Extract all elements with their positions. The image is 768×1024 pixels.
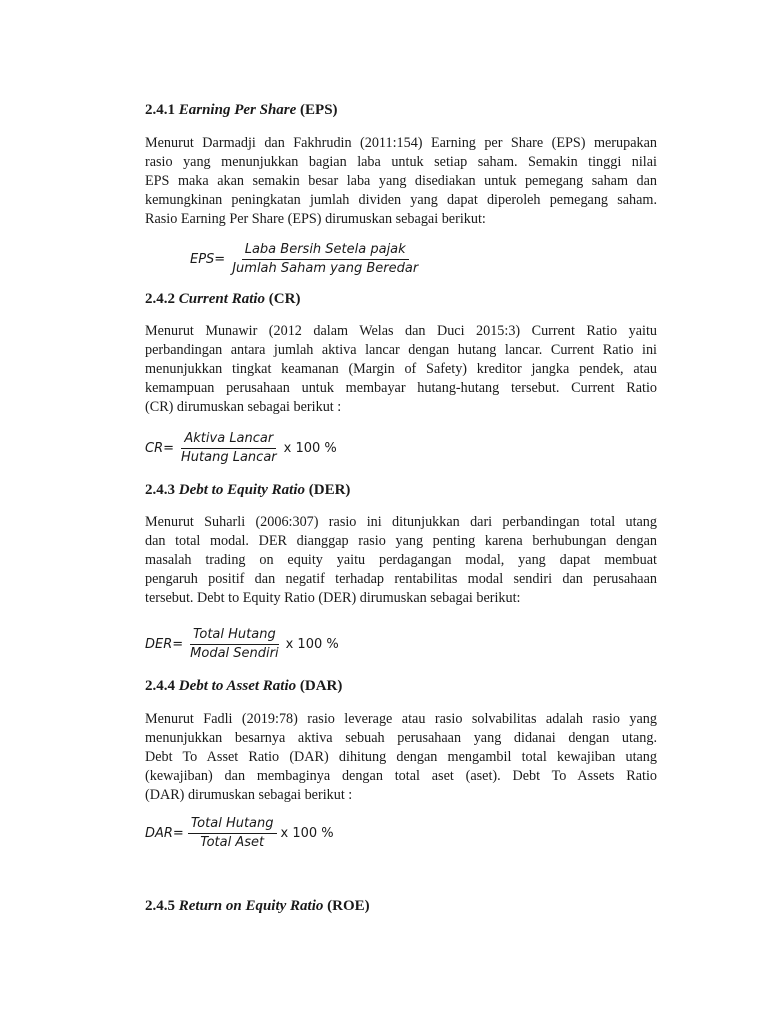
section-title: Current Ratio xyxy=(178,291,266,307)
formula-multiplier: x 100 % xyxy=(285,637,339,652)
paragraph-line: kemampuan perusahaan untuk membayar hutang-hutang tersebut. Current Ratio xyxy=(145,380,657,396)
section-title: Debt to Asset Ratio xyxy=(178,678,297,694)
paragraph-line: Rasio Earning Per Share (EPS) dirumuskan sebagai berikut: xyxy=(145,211,486,227)
paragraph-line: (DAR) dirumuskan sebagai berikut : xyxy=(145,787,353,803)
paragraph-line: menunjukkan besarnya aktiva sebuah perusahaan yang didanai dengan utang. xyxy=(145,730,657,746)
section-number: 2.4.5 xyxy=(145,898,175,914)
section-heading-roe xyxy=(145,898,370,915)
paragraph-cr xyxy=(145,322,657,417)
formula-numerator: Total Hutang xyxy=(190,627,279,645)
formula-fraction xyxy=(229,242,421,277)
paragraph-line: Menurut Munawir (2012 dalam Welas dan Duci 2015:3) Current Ratio yaitu xyxy=(145,323,657,339)
paragraph-line: Debt To Asset Ratio (DAR) dihitung dengan mengambil total kewajiban utang xyxy=(145,749,657,765)
section-abbr: (DAR) xyxy=(299,678,343,694)
paragraph-line: tersebut. Debt to Equity Ratio (DER) dirumuskan sebagai berikut: xyxy=(145,590,521,606)
paragraph-line: rasio yang menunjukkan bagian laba untuk setiap saham. Semakin tinggi nilai xyxy=(145,154,657,170)
formula-numerator: Total Hutang xyxy=(188,816,277,834)
formula-numerator: Aktiva Lancar xyxy=(181,431,276,449)
section-abbr: (DER) xyxy=(308,482,351,498)
section-number: 2.4.1 xyxy=(145,102,175,118)
paragraph-line: (kewajiban) dan membaginya dengan total aset (aset). Debt To Assets Ratio xyxy=(145,768,657,784)
formula-denominator: Jumlah Saham yang Beredar xyxy=(232,261,419,276)
paragraph-line: (CR) dirumuskan sebagai berikut : xyxy=(145,399,342,415)
paragraph-line: menunjukkan tingkat keamanan (Margin of Safety) kreditor jangka pendek, atau xyxy=(145,361,657,377)
formula-fraction xyxy=(188,816,277,851)
paragraph-line: EPS maka akan semakin besar laba yang disediakan untuk pemegang saham dan xyxy=(145,173,657,189)
section-heading-dar xyxy=(145,678,342,695)
formula-cr xyxy=(145,431,337,466)
section-number: 2.4.2 xyxy=(145,291,175,307)
paragraph-line: masalah trading on equity yaitu perdagangan modal, yang dapat membuat xyxy=(145,552,657,568)
formula-fraction xyxy=(187,627,281,662)
section-number: 2.4.4 xyxy=(145,678,175,694)
section-heading-cr xyxy=(145,291,300,308)
section-title: Earning Per Share xyxy=(178,102,297,118)
formula-denominator: Total Aset xyxy=(200,835,265,850)
section-heading-eps xyxy=(145,102,338,119)
formula-lhs: DAR= xyxy=(145,826,184,841)
section-abbr: (ROE) xyxy=(327,898,370,914)
section-title: Debt to Equity Ratio xyxy=(178,482,306,498)
paragraph-line: kemungkinan peningkatan jumlah dividen yang dapat diperoleh pemegang saham. xyxy=(145,192,657,208)
formula-dar xyxy=(145,816,334,851)
formula-denominator: Modal Sendiri xyxy=(190,646,279,661)
formula-der xyxy=(145,627,339,662)
paragraph-dar xyxy=(145,710,657,805)
section-abbr: (EPS) xyxy=(300,102,338,118)
paragraph-line: Menurut Suharli (2006:307) rasio ini ditunjukkan dari perbandingan total utang xyxy=(145,514,657,530)
formula-multiplier: x 100 % xyxy=(283,441,337,456)
formula-lhs: DER= xyxy=(145,637,184,652)
formula-lhs: EPS= xyxy=(190,252,226,267)
paragraph-line: pengaruh positif dan negatif terhadap rentabilitas modal sendiri dan perusahaan xyxy=(145,571,657,587)
paragraph-eps xyxy=(145,134,657,229)
formula-multiplier: x 100 % xyxy=(280,826,334,841)
paragraph-der xyxy=(145,513,657,608)
section-abbr: (CR) xyxy=(268,291,301,307)
formula-fraction xyxy=(178,431,280,466)
paragraph-line: perbandingan antara jumlah aktiva lancar dengan hutang lancar. Current Ratio ini xyxy=(145,342,657,358)
paragraph-line: Menurut Fadli (2019:78) rasio leverage atau rasio solvabilitas adalah rasio yang xyxy=(145,711,657,727)
formula-denominator: Hutang Lancar xyxy=(181,450,277,465)
section-number: 2.4.3 xyxy=(145,482,175,498)
formula-eps xyxy=(190,242,423,277)
paragraph-line: dan total modal. DER dianggap rasio yang penting karena berhubungan dengan xyxy=(145,533,657,549)
formula-numerator: Laba Bersih Setela pajak xyxy=(242,242,409,260)
paragraph-line: Menurut Darmadji dan Fakhrudin (2011:154) Earning per Share (EPS) merupakan xyxy=(145,135,657,151)
formula-lhs: CR= xyxy=(145,441,175,456)
section-heading-der xyxy=(145,482,350,499)
section-title: Return on Equity Ratio xyxy=(178,898,324,914)
